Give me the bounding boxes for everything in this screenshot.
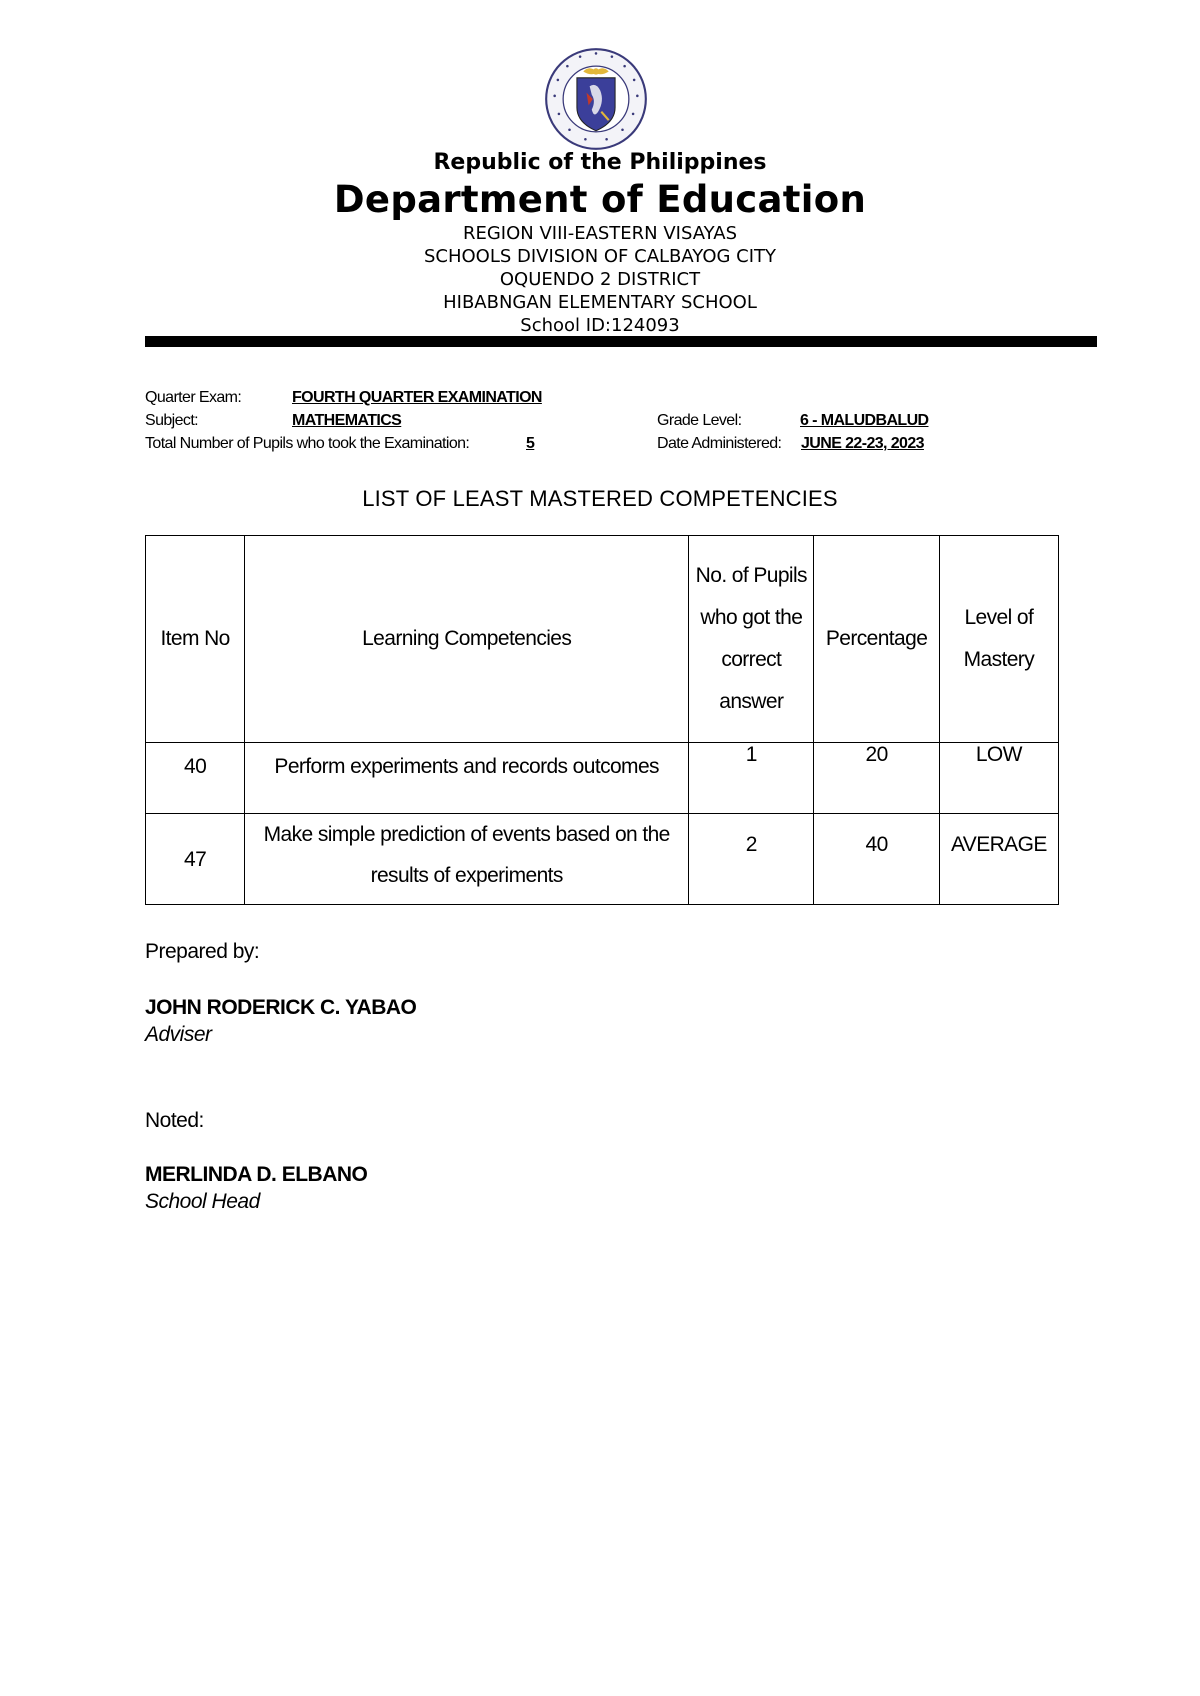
district-line: OQUENDO 2 DISTRICT: [499, 269, 701, 290]
pupils-label: Total Number of Pupils who took the Examination:: [145, 435, 470, 452]
mastery-cell: LOW: [939, 743, 1058, 814]
header-item-no: Item No: [146, 536, 245, 743]
header-rule: [145, 336, 1097, 347]
quarter-value: FOURTH QUARTER EXAMINATION: [292, 389, 542, 406]
percentage-cell: 20: [814, 743, 939, 814]
school-id-line: School ID:124093: [520, 315, 680, 336]
prepared-label: Prepared by:: [145, 940, 260, 963]
competencies-table: [145, 535, 1059, 905]
pupils-value: 5: [526, 435, 535, 452]
school-line: HIBABNGAN ELEMENTARY SCHOOL: [443, 292, 757, 313]
grade-label: Grade Level:: [657, 412, 742, 429]
competency-cell: Make simple prediction of events based on the results of experiments: [245, 814, 689, 905]
table-header-row: [146, 536, 1059, 743]
deped-seal-logo: [543, 46, 649, 152]
region-line: REGION VIII-EASTERN VISAYAS: [462, 223, 738, 244]
department-heading: Department of Education: [333, 178, 867, 221]
table-row: [146, 814, 1059, 905]
prepared-name: JOHN RODERICK C. YABAO: [145, 996, 417, 1019]
subject-label: Subject:: [145, 412, 199, 429]
header-mastery: Level of Mastery: [939, 536, 1058, 743]
quarter-label: Quarter Exam:: [145, 389, 242, 406]
pupils-cell: 1: [689, 743, 814, 814]
subject-value: MATHEMATICS: [292, 412, 402, 429]
noted-label: Noted:: [145, 1109, 204, 1132]
prepared-role: Adviser: [145, 1023, 212, 1046]
table-row: [146, 743, 1059, 814]
grade-value: 6 - MALUDBALUD: [800, 412, 929, 429]
header-pupils: No. of Pupils who got the correct answer: [689, 536, 814, 743]
item-no-cell: 47: [146, 814, 245, 905]
list-title: LIST OF LEAST MASTERED COMPETENCIES: [362, 486, 838, 511]
republic-heading: Republic of the Philippines: [433, 150, 767, 175]
percentage-cell: 40: [814, 814, 939, 905]
competency-cell: Perform experiments and records outcomes: [245, 743, 689, 814]
mastery-cell: AVERAGE: [939, 814, 1058, 905]
noted-name: MERLINDA D. ELBANO: [145, 1163, 368, 1186]
noted-role: School Head: [145, 1190, 260, 1213]
header-percentage: Percentage: [814, 536, 939, 743]
item-no-cell: 40: [146, 743, 245, 814]
pupils-cell: 2: [689, 814, 814, 905]
division-line: SCHOOLS DIVISION OF CALBAYOG CITY: [423, 246, 777, 267]
header-competencies: Learning Competencies: [245, 536, 689, 743]
date-value: JUNE 22-23, 2023: [801, 435, 924, 452]
date-label: Date Administered:: [657, 435, 782, 452]
